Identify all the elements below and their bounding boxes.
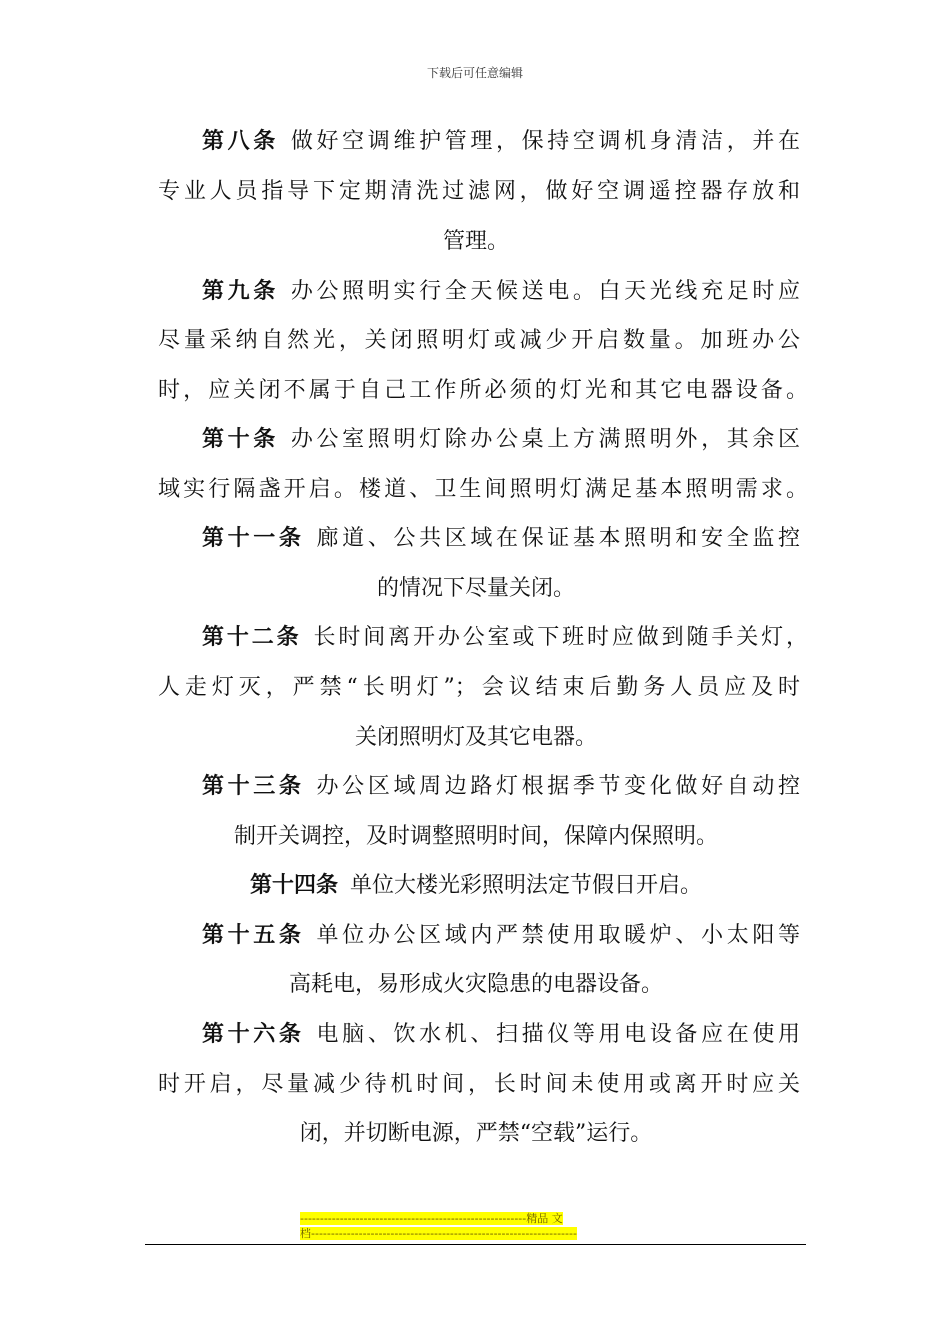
article-text: 廊道、公共区域在保证基本照明和安全监控: [316, 526, 800, 551]
article-text: 办公室照明灯除办公桌上方满照明外，其余区: [290, 427, 800, 452]
article-text: 的情况下尽量关闭。: [376, 576, 575, 601]
article-text: 高耗电，易形成火灾隐患的电器设备。: [288, 972, 663, 997]
article-text: 闭，并切断电源，严禁“空载”运行。: [299, 1121, 653, 1146]
article-text: 时开启，尽量减少待机时间，长时间未使用或离开时应关: [158, 1072, 800, 1097]
article-label: 第九条: [202, 279, 279, 304]
article-text: 电脑、饮水机、扫描仪等用电设备应在使用: [316, 1022, 800, 1047]
article-text: 制开关调控，及时调整照明时间，保障内保照明。: [233, 824, 718, 849]
article-text: 关闭照明灯及其它电器。: [354, 725, 597, 750]
article-label: 第八条: [202, 129, 279, 154]
article-text: 时，应关闭不属于自己工作所必须的灯光和其它电器设备。: [158, 378, 808, 403]
footer-mark-line-1: ---------------------------------------------------------精品 文: [300, 1212, 563, 1225]
article-label: 第十四条: [249, 873, 338, 898]
article-label: 第十二条: [202, 625, 302, 650]
article-text: 单位大楼光彩照明法定节假日开启。: [350, 873, 703, 898]
article-label: 第十五条: [202, 923, 305, 948]
article-text: 单位办公区域内严禁使用取暖炉、小太阳等: [316, 923, 800, 948]
article-text: 长时间离开办公室或下班时应做到随手关灯，: [313, 625, 808, 650]
article-label: 第十条: [202, 427, 279, 452]
article-text: 域实行隔盏开启。楼道、卫生间照明灯满足基本照明需求。: [158, 477, 808, 502]
article-text: 办公照明实行全天候送电。白天光线充足时应: [290, 279, 800, 304]
page-header: 下载后可任意编辑: [426, 66, 523, 80]
article-text: 人走灯灭，严禁“长明灯”；会议结束后勤务人员应及时: [158, 675, 800, 700]
article-label: 第十三条: [202, 774, 305, 799]
article-text: 管理。: [442, 229, 509, 254]
article-text: 办公区域周边路灯根据季节变化做好自动控: [316, 774, 800, 799]
article-label: 第十六条: [202, 1022, 305, 1047]
footer-divider: [145, 1244, 806, 1245]
footer-mark-line-2: 档-------------------------------------------------------------------: [300, 1227, 577, 1240]
article-text: 做好空调维护管理，保持空调机身清洁，并在: [290, 129, 800, 154]
article-label: 第十一条: [202, 526, 305, 551]
article-text: 专业人员指导下定期清洗过滤网，做好空调遥控器存放和: [158, 179, 800, 204]
article-text: 尽量采纳自然光，关闭照明灯或减少开启数量。加班办公: [158, 328, 800, 353]
